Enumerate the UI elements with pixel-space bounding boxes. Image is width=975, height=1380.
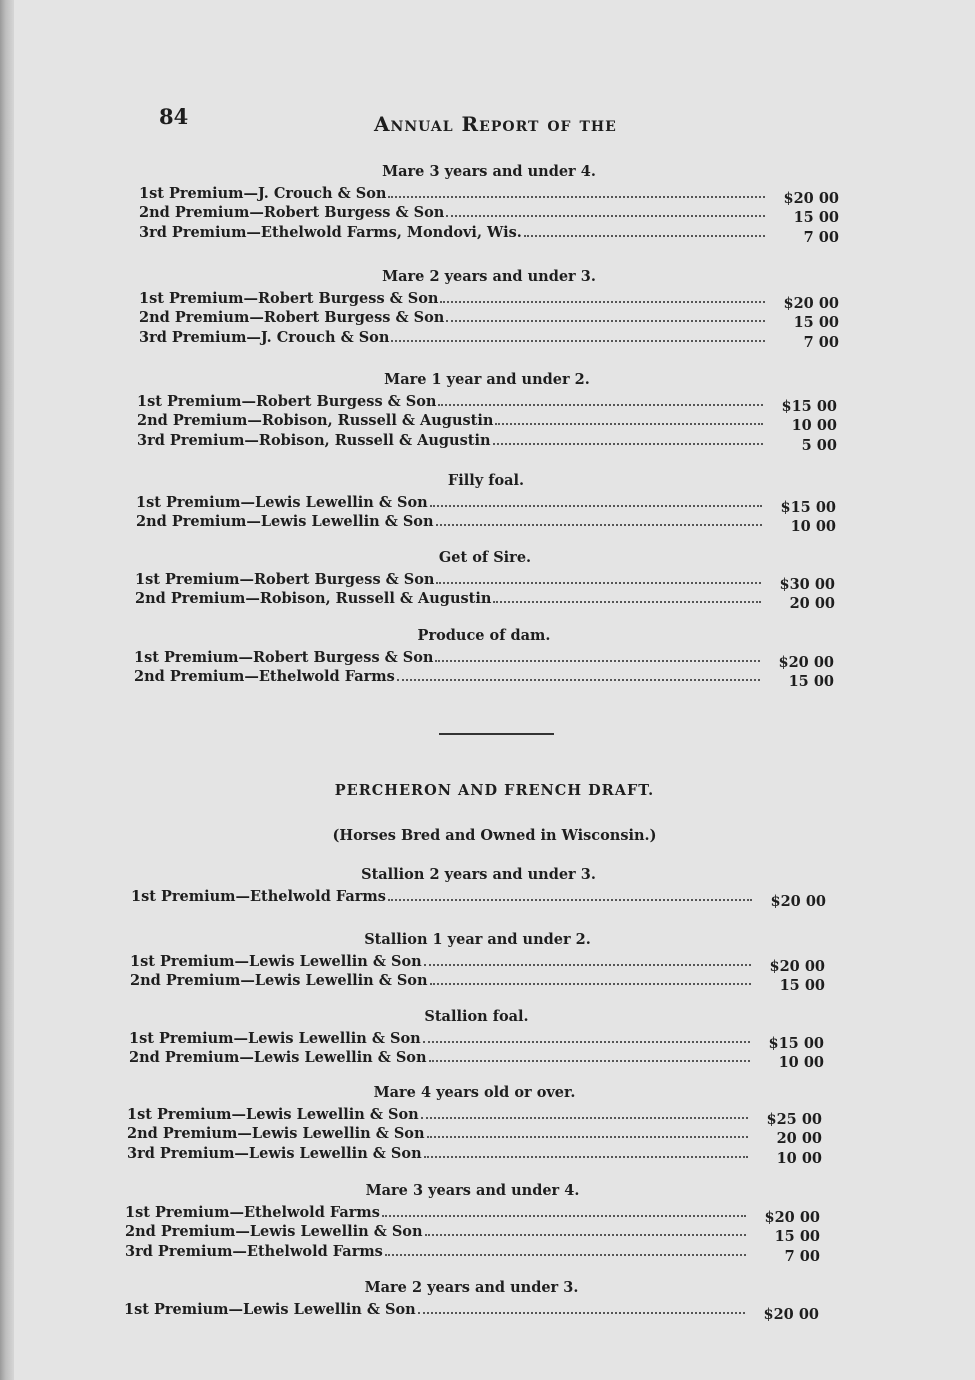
premium-row	[127, 1142, 822, 1167]
premium-section	[124, 1279, 819, 1323]
premium-row	[139, 287, 839, 312]
dot-leader	[424, 1156, 748, 1158]
premium-amount: $30 00	[779, 575, 835, 593]
premium-section	[139, 163, 839, 246]
premium-label: 2nd Premium—Robison, Russell & Augustin	[137, 412, 494, 429]
premium-label: 2nd Premium—Robison, Russell & Augustin	[135, 590, 492, 607]
premium-row	[139, 326, 839, 351]
premium-row	[137, 429, 837, 454]
premium-label: 1st Premium—Lewis Lewellin & Son	[129, 1029, 421, 1047]
dot-leader	[382, 1215, 746, 1217]
dot-leader	[438, 404, 763, 406]
premium-label: 2nd Premium—Robert Burgess & Son	[139, 309, 445, 326]
dot-leader	[495, 423, 763, 425]
dot-leader	[418, 1312, 745, 1314]
premium-row	[139, 202, 839, 226]
section-heading: Mare 2 years and under 3.	[364, 1279, 579, 1296]
premium-amount: 15 00	[788, 673, 834, 690]
premium-amount: 7 00	[784, 1247, 820, 1265]
premium-label: 3rd Premium—Lewis Lewellin & Son	[127, 1144, 422, 1162]
premium-row	[139, 307, 839, 331]
section-heading: Mare 2 years and under 3.	[382, 268, 596, 285]
premium-amount: 15 00	[774, 1228, 820, 1245]
premium-row	[125, 1221, 820, 1245]
premium-label: 1st Premium—Robert Burgess & Son	[139, 289, 439, 307]
dot-leader	[430, 505, 762, 507]
premium-amount: 10 00	[778, 1054, 824, 1071]
premium-row	[134, 646, 834, 671]
premium-section	[131, 866, 826, 910]
section-heading: Stallion 2 years and under 3.	[361, 866, 596, 883]
premium-label: 1st Premium—Lewis Lewellin & Son	[127, 1105, 419, 1123]
section-heading: Mare 1 year and under 2.	[384, 371, 590, 388]
dot-leader	[493, 443, 764, 445]
premium-amount: $20 00	[783, 294, 839, 312]
premium-amount: 15 00	[793, 209, 839, 226]
section-heading: Mare 4 years old or over.	[373, 1084, 576, 1101]
section-divider-rule	[439, 733, 554, 735]
premium-section	[136, 472, 836, 535]
premium-amount: $20 00	[770, 892, 826, 910]
division-heading: PERCHERON AND FRENCH DRAFT.	[334, 782, 655, 799]
premium-section	[134, 627, 834, 690]
premium-row	[135, 588, 835, 612]
section-heading: Filly foal.	[447, 472, 525, 489]
premium-amount: 7 00	[803, 228, 839, 246]
premium-amount: $20 00	[769, 957, 825, 975]
dot-leader	[429, 1060, 750, 1062]
premium-label: 1st Premium—J. Crouch & Son	[139, 184, 387, 202]
premium-label: 1st Premium—Robert Burgess & Son	[134, 648, 434, 666]
section-heading: Produce of dam.	[417, 627, 551, 644]
premium-label: 1st Premium—Robert Burgess & Son	[135, 570, 435, 588]
page-number: 84	[159, 104, 189, 129]
premium-row	[136, 491, 836, 516]
premium-row	[130, 970, 825, 994]
premium-amount: 15 00	[779, 977, 825, 994]
dot-leader	[436, 582, 761, 584]
section-heading: Get of Sire.	[438, 549, 532, 566]
premium-amount: $25 00	[766, 1110, 822, 1128]
premium-label: 1st Premium—Ethelwold Farms	[131, 887, 386, 905]
section-heading: Stallion foal.	[424, 1008, 529, 1025]
premium-section	[135, 549, 835, 612]
premium-row	[124, 1298, 819, 1323]
premium-label: 1st Premium—Lewis Lewellin & Son	[136, 493, 428, 511]
premium-row	[129, 1047, 824, 1071]
dot-leader	[436, 524, 762, 526]
premium-amount: 10 00	[776, 1149, 822, 1167]
premium-row	[125, 1240, 820, 1265]
premium-row	[131, 885, 826, 910]
premium-row	[130, 950, 825, 975]
document-page	[14, 0, 975, 1380]
premium-row	[139, 182, 839, 207]
premium-amount: 20 00	[789, 595, 835, 612]
premium-section	[125, 1182, 820, 1265]
dot-leader	[446, 215, 765, 217]
premium-amount: $15 00	[781, 397, 837, 415]
premium-section	[137, 371, 837, 454]
premium-row	[125, 1201, 820, 1226]
dot-leader	[385, 1254, 746, 1256]
premium-amount: 10 00	[791, 417, 837, 434]
premium-label: 2nd Premium—Lewis Lewellin & Son	[125, 1223, 423, 1240]
premium-label: 2nd Premium—Robert Burgess & Son	[139, 204, 445, 221]
premium-amount: 20 00	[776, 1130, 822, 1147]
premium-amount: 15 00	[793, 314, 839, 331]
dot-leader	[427, 1136, 748, 1138]
premium-row	[134, 666, 834, 690]
dot-leader	[440, 301, 765, 303]
dot-leader	[424, 964, 751, 966]
premium-amount: $20 00	[783, 189, 839, 207]
premium-amount: 7 00	[803, 333, 839, 351]
dot-leader	[421, 1117, 748, 1119]
dot-leader	[423, 1041, 750, 1043]
premium-label: 3rd Premium—J. Crouch & Son	[139, 328, 390, 346]
premium-row	[135, 568, 835, 593]
premium-label: 2nd Premium—Lewis Lewellin & Son	[129, 1049, 427, 1066]
premium-row	[127, 1123, 822, 1147]
premium-label: 2nd Premium—Lewis Lewellin & Son	[136, 513, 434, 530]
division-subheading: (Horses Bred and Owned in Wisconsin.)	[332, 827, 657, 844]
section-heading: Stallion 1 year and under 2.	[364, 931, 591, 948]
premium-label: 1st Premium—Lewis Lewellin & Son	[124, 1300, 416, 1318]
premium-label: 1st Premium—Lewis Lewellin & Son	[130, 952, 422, 970]
premium-section	[139, 268, 839, 351]
premium-amount: 5 00	[801, 436, 837, 454]
premium-label: 3rd Premium—Ethelwold Farms, Mondovi, Wis.	[139, 223, 522, 241]
dot-leader	[493, 601, 761, 603]
premium-section	[129, 1008, 824, 1071]
dot-leader	[391, 340, 765, 342]
dot-leader	[397, 679, 760, 681]
dot-leader	[446, 320, 765, 322]
running-title: Annual Report of the	[374, 112, 617, 136]
premium-label: 2nd Premium—Lewis Lewellin & Son	[130, 972, 428, 989]
dot-leader	[524, 235, 765, 237]
dot-leader	[425, 1234, 746, 1236]
premium-amount: $15 00	[780, 498, 836, 516]
dot-leader	[435, 660, 760, 662]
premium-label: 3rd Premium—Ethelwold Farms	[125, 1242, 383, 1260]
premium-label: 1st Premium—Ethelwold Farms	[125, 1203, 380, 1221]
page-binding-edge	[0, 0, 14, 1380]
premium-label: 2nd Premium—Ethelwold Farms	[134, 668, 395, 685]
premium-row	[137, 410, 837, 434]
premium-label: 2nd Premium—Lewis Lewellin & Son	[127, 1125, 425, 1142]
premium-row	[139, 221, 839, 246]
premium-label: 3rd Premium—Robison, Russell & Augustin	[137, 431, 491, 449]
premium-amount: $15 00	[768, 1034, 824, 1052]
premium-section	[127, 1084, 822, 1167]
premium-amount: $20 00	[778, 653, 834, 671]
premium-section	[130, 931, 825, 994]
premium-row	[127, 1103, 822, 1128]
dot-leader	[388, 899, 752, 901]
premium-row	[137, 390, 837, 415]
premium-row	[136, 511, 836, 535]
premium-label: 1st Premium—Robert Burgess & Son	[137, 392, 437, 410]
premium-amount: 10 00	[790, 518, 836, 535]
premium-row	[129, 1027, 824, 1052]
section-heading: Mare 3 years and under 4.	[365, 1182, 580, 1199]
section-heading: Mare 3 years and under 4.	[382, 163, 596, 180]
premium-amount: $20 00	[764, 1208, 820, 1226]
dot-leader	[388, 196, 765, 198]
dot-leader	[430, 983, 751, 985]
premium-amount: $20 00	[763, 1305, 819, 1323]
